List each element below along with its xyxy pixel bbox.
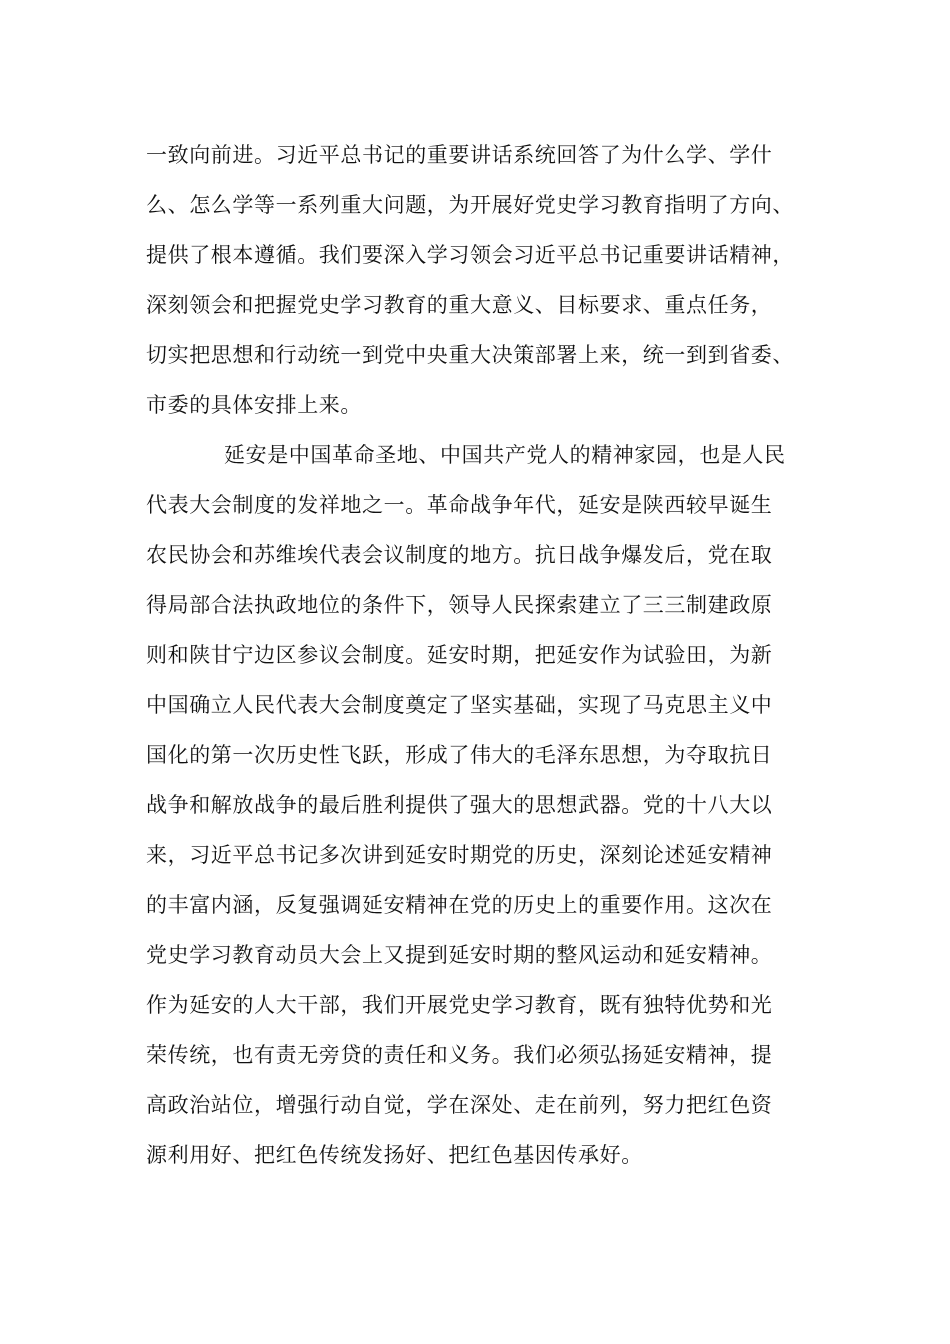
paragraph-line: 战争和解放战争的最后胜利提供了强大的思想武器。党的十八大以 [146, 793, 773, 817]
paragraph-line: 代表大会制度的发祥地之一。革命战争年代，延安是陕西较早诞生 [146, 493, 773, 517]
paragraph-line: 党史学习教育动员大会上又提到延安时期的整风运动和延安精神。 [146, 943, 773, 967]
paragraph-line: 高政治站位，增强行动自觉，学在深处、走在前列，努力把红色资 [146, 1093, 773, 1117]
paragraph-2 [146, 430, 806, 1180]
paragraph-line: 源利用好、把红色传统发扬好、把红色基因传承好。 [146, 1143, 643, 1167]
paragraph-line: 来，习近平总书记多次讲到延安时期党的历史，深刻论述延安精神 [146, 843, 773, 867]
paragraph-line: 则和陕甘宁边区参议会制度。延安时期，把延安作为试验田，为新 [146, 643, 773, 667]
paragraph-line: 荣传统，也有责无旁贷的责任和义务。我们必须弘扬延安精神，提 [146, 1043, 773, 1067]
paragraph-first-line: 延安是中国革命圣地、中国共产党人的精神家园，也是人民 [224, 443, 786, 467]
paragraph-line: 国化的第一次历史性飞跃，形成了伟大的毛泽东思想，为夺取抗日 [146, 743, 773, 767]
paragraph-line: 农民协会和苏维埃代表会议制度的地方。抗日战争爆发后，党在取 [146, 543, 773, 567]
paragraph-1 [146, 130, 806, 430]
paragraph-line: 中国确立人民代表大会制度奠定了坚实基础，实现了马克思主义中 [146, 693, 773, 717]
paragraph-line: 市委的具体安排上来。 [146, 393, 362, 417]
paragraph-line: 么、怎么学等一系列重大问题，为开展好党史学习教育指明了方向、 [146, 193, 794, 217]
paragraph-line: 一致向前进。习近平总书记的重要讲话系统回答了为什么学、学什 [146, 143, 773, 167]
paragraph-line: 提供了根本遵循。我们要深入学习领会习近平总书记重要讲话精神， [146, 243, 794, 267]
paragraph-line: 深刻领会和把握党史学习教育的重大意义、目标要求、重点任务， [146, 293, 773, 317]
paragraph-line: 得局部合法执政地位的条件下，领导人民探索建立了三三制建政原 [146, 593, 773, 617]
paragraph-line: 作为延安的人大干部，我们开展党史学习教育，既有独特优势和光 [146, 993, 773, 1017]
paragraph-line: 的丰富内涵，反复强调延安精神在党的历史上的重要作用。这次在 [146, 893, 773, 917]
paragraph-line: 切实把思想和行动统一到党中央重大决策部署上来，统一到到省委、 [146, 343, 794, 367]
